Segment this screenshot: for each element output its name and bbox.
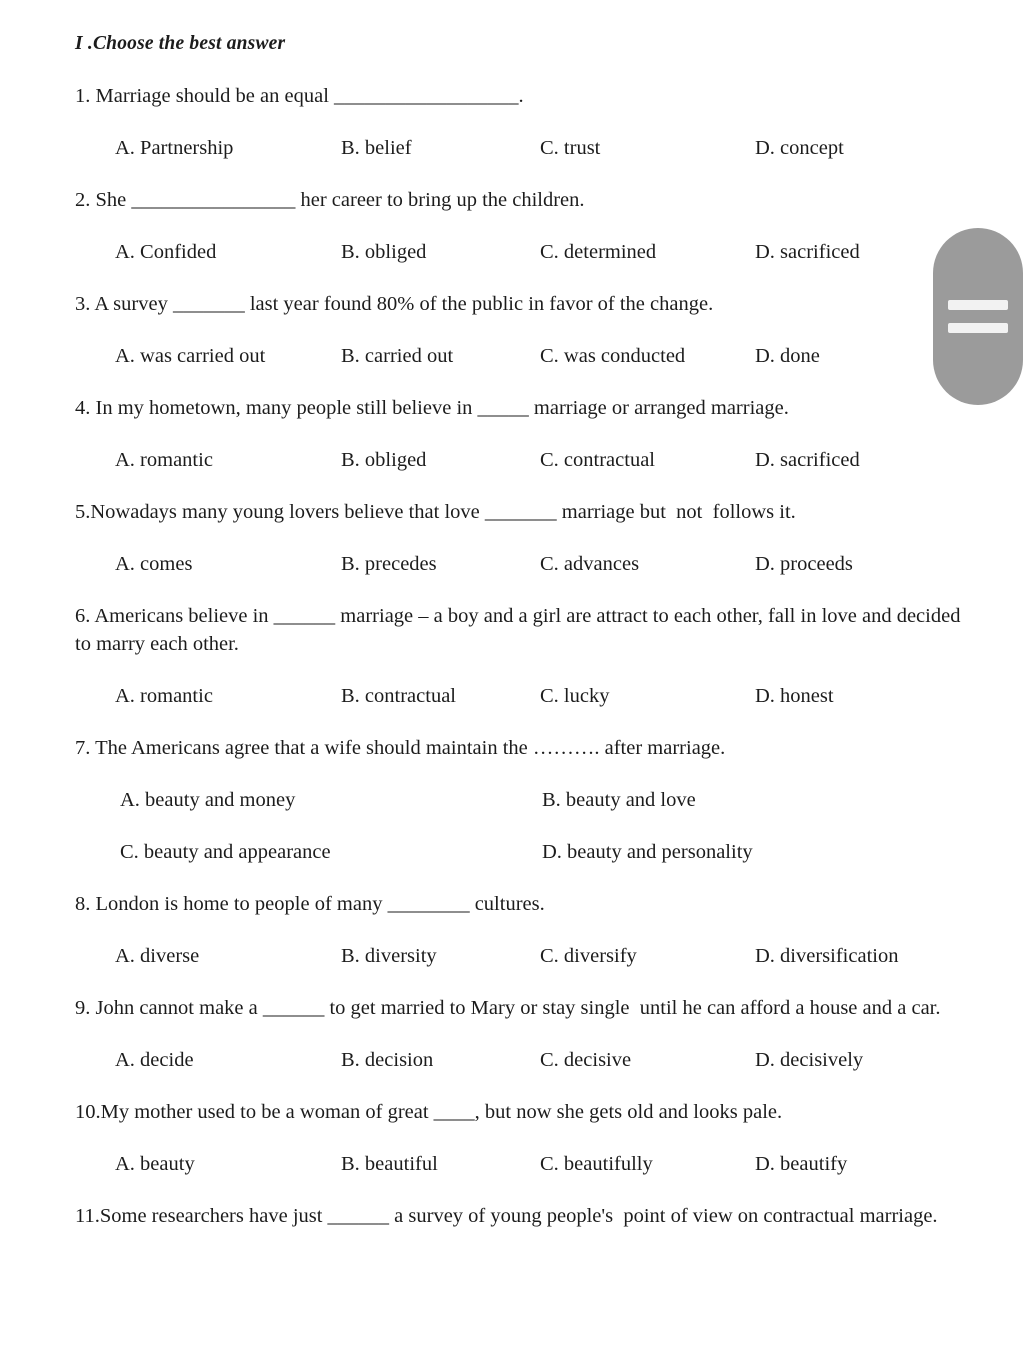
question-9-options — [115, 1046, 969, 1074]
option-c: C. beautifully — [540, 1153, 653, 1175]
option-a: A. romantic — [115, 449, 213, 471]
option-a: A. diverse — [115, 945, 200, 967]
option-b: B. precedes — [341, 553, 437, 575]
question-5-options — [115, 550, 969, 578]
option-c: C. advances — [540, 553, 640, 575]
question-5-text: 5.Nowadays many young lovers believe that love _______ marriage but not follows it. — [75, 501, 796, 523]
question-10-options — [115, 1150, 969, 1178]
question-7-options — [120, 786, 969, 866]
option-a: A. was carried out — [115, 345, 266, 367]
option-c: C. trust — [540, 137, 601, 159]
option-d: D. beautify — [755, 1153, 848, 1175]
option-a: A. beauty and money — [120, 789, 296, 811]
option-a: A. beauty — [115, 1153, 195, 1175]
drag-handle-line — [948, 323, 1008, 333]
option-d: D. proceeds — [755, 553, 853, 575]
question-2-options — [115, 238, 969, 266]
question-8-options — [115, 942, 969, 970]
option-a: A. decide — [115, 1049, 194, 1071]
drag-handle-line — [948, 300, 1008, 310]
question-3-text: 3. A survey _______ last year found 80% of the public in favor of the change. — [75, 293, 714, 315]
option-c: C. decisive — [540, 1049, 632, 1071]
question-11-text: 11.Some researchers have just ______ a survey of young people's point of view on contractual marriage. — [75, 1205, 938, 1227]
option-b: B. obliged — [341, 449, 427, 471]
question-6-text: 6. Americans believe in ______ marriage – a boy and a girl are attract to each other, fall in love and decided to marry each other. — [75, 605, 966, 655]
question-2-text: 2. She ________________ her career to bring up the children. — [75, 189, 585, 211]
question-1-options — [115, 134, 969, 162]
option-b: B. diversity — [341, 945, 437, 967]
question-9-text: 9. John cannot make a ______ to get married to Mary or stay single until he can afford a house and a car. — [75, 997, 941, 1019]
option-d: D. decisively — [755, 1049, 864, 1071]
option-a: A. romantic — [115, 685, 213, 707]
option-a: A. comes — [115, 553, 193, 575]
drag-handle-icon[interactable] — [933, 228, 1023, 405]
section-title: I .Choose the best answer — [75, 33, 286, 54]
option-c: C. contractual — [540, 449, 655, 471]
option-b: B. beauty and love — [542, 789, 696, 811]
question-7-text: 7. The Americans agree that a wife should maintain the ………. after marriage. — [75, 737, 726, 759]
question-10-text: 10.My mother used to be a woman of great ____, but now she gets old and looks pale. — [75, 1101, 783, 1123]
question-4-options — [115, 446, 969, 474]
option-c: C. was conducted — [540, 345, 686, 367]
question-1-text: 1. Marriage should be an equal __________________. — [75, 85, 524, 107]
option-c: C. beauty and appearance — [120, 841, 331, 863]
option-b: B. beautiful — [341, 1153, 438, 1175]
option-d: D. diversification — [755, 945, 899, 967]
option-c: C. lucky — [540, 685, 610, 707]
option-d: D. honest — [755, 685, 834, 707]
option-c: C. determined — [540, 241, 657, 263]
option-d: D. beauty and personality — [542, 841, 753, 863]
option-b: B. obliged — [341, 241, 427, 263]
question-4-text: 4. In my hometown, many people still believe in _____ marriage or arranged marriage. — [75, 397, 789, 419]
option-b: B. contractual — [341, 685, 456, 707]
question-8-text: 8. London is home to people of many ________ cultures. — [75, 893, 545, 915]
question-6-options — [115, 682, 969, 710]
option-b: B. carried out — [341, 345, 454, 367]
option-a: A. Confided — [115, 241, 217, 263]
option-d: D. sacrificed — [755, 241, 860, 263]
option-d: D. done — [755, 345, 820, 367]
option-b: B. decision — [341, 1049, 434, 1071]
option-d: D. concept — [755, 137, 844, 159]
option-a: A. Partnership — [115, 137, 234, 159]
option-c: C. diversify — [540, 945, 637, 967]
option-d: D. sacrificed — [755, 449, 860, 471]
option-b: B. belief — [341, 137, 412, 159]
question-3-options — [115, 342, 969, 370]
